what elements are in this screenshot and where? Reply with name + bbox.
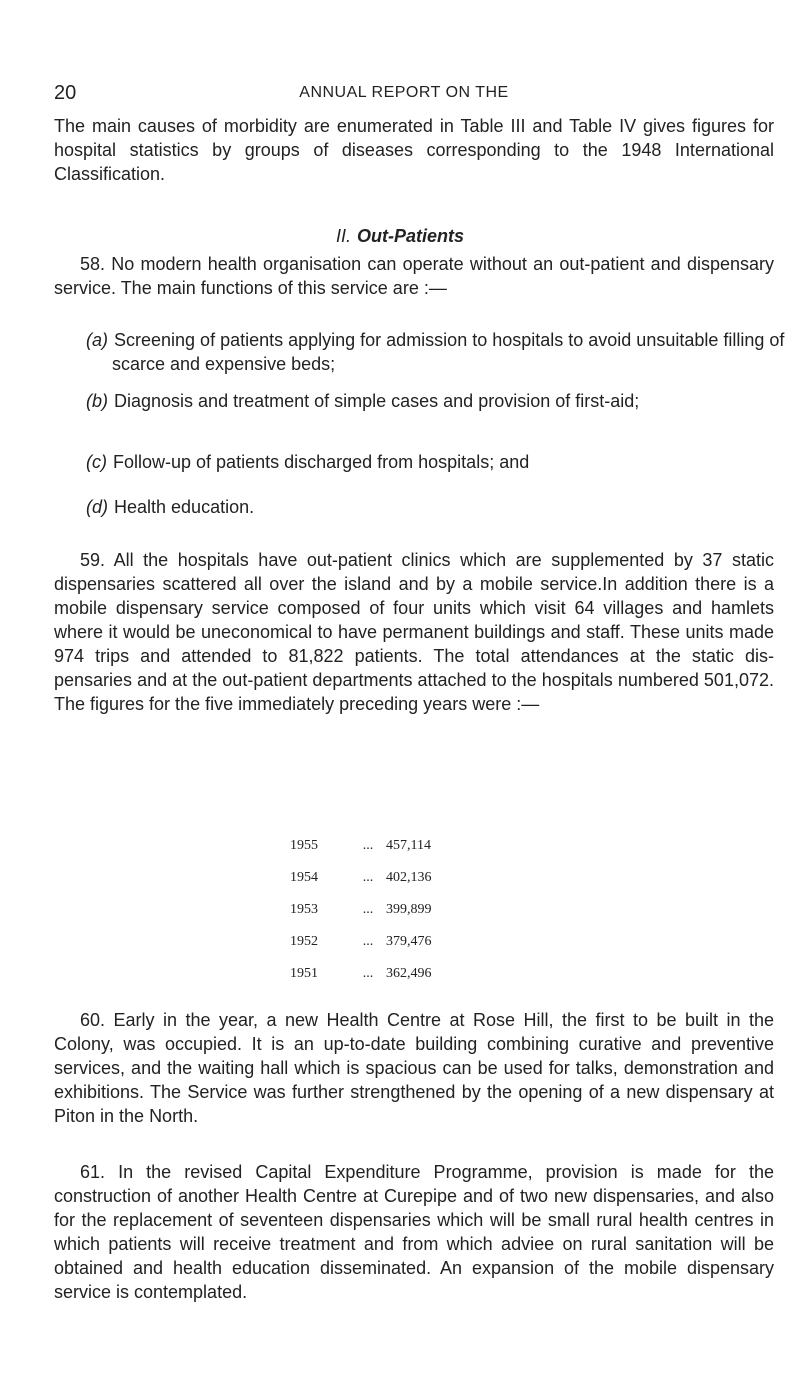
list-item <box>86 495 800 519</box>
list-marker: (a) <box>86 330 108 350</box>
paragraph-58: 58. No modern health organisation can operate without an out-patient and dispensary service. The main functions of this service are :— <box>54 254 774 298</box>
running-head: ANNUAL REPORT ON THE <box>299 84 509 101</box>
paragraph-61: 61. In the revised Capital Expenditure Programme, provision is made for the construction of another Health Centre at Curepipe and of two new dispensaries, and also for the replacement of seventeen dispensaries which will be small rural health centres in which patients will receive treatment and from which adviee on rural sanitation will be obtained and health education disseminated. An expansion of the mobile dispensary service is contemplated. <box>54 1162 774 1302</box>
table-row <box>290 958 530 990</box>
leader-dots: ... <box>362 838 374 853</box>
list-marker: (d) <box>86 497 108 517</box>
leader-dots: ... <box>362 966 374 981</box>
table-row <box>290 894 530 926</box>
year-cell: 1952 <box>290 934 318 949</box>
list-item <box>86 450 800 474</box>
value-cell: 402,136 <box>386 870 432 885</box>
list-item <box>86 328 800 376</box>
year-cell: 1951 <box>290 966 318 981</box>
value-cell: 379,476 <box>386 934 432 949</box>
table-row <box>290 862 530 894</box>
value-cell: 399,899 <box>386 902 432 917</box>
page-number: 20 <box>54 82 77 104</box>
page-header <box>54 82 754 106</box>
paragraph-60: 60. Early in the year, a new Health Centre at Rose Hill, the first to be built in the Colony, was occupied. It is an up-to-date building combining curative and preventive services, and the waiting hall which is spacious can be used for talks, demonstration and exhibitions. The Service was further strengthened by the opening of a new dispensary at Piton in the North. <box>54 1010 774 1126</box>
intro-paragraph: The main causes of morbidity are enumerated in Table III and Table IV gives figures for hospital statistics by groups of diseases corresponding to the 1948 International Classification. <box>54 116 774 184</box>
list-marker: (c) <box>86 452 107 472</box>
year-cell: 1955 <box>290 838 318 853</box>
section-heading <box>0 226 800 247</box>
section-title: Out-Patients <box>357 226 465 246</box>
section-number: II. <box>335 226 351 246</box>
leader-dots: ... <box>362 902 374 917</box>
list-text: Health education. <box>114 497 255 517</box>
attendance-table <box>290 830 530 990</box>
list-text: Diagnosis and treatment of simple cases and provision of first-aid; <box>114 391 640 411</box>
table-row <box>290 926 530 958</box>
table-row <box>290 830 530 862</box>
leader-dots: ... <box>362 934 374 949</box>
paragraph-59: 59. All the hospitals have out-patient clinics which are supplemented by 37 static dispensaries scattered all over the island and by a mobile service.In addition there is a mobile dispensary service composed of four units which visit 64 villages and hamlets where it would be uneconomical to have permanent buildings and staff. These units made 974 trips and attended to 81,822 patients. The total attendances at the static dis- pensaries and at the out-patient departments attached to the hospitals numbered 501,072. The figures for the five immediately preceding years were :— <box>54 550 774 714</box>
leader-dots: ... <box>362 870 374 885</box>
year-cell: 1954 <box>290 870 318 885</box>
list-marker: (b) <box>86 391 108 411</box>
year-cell: 1953 <box>290 902 318 917</box>
list-text: Screening of patients applying for admission to hospitals to avoid unsuitable filling of scarce and expensive beds; <box>112 330 785 374</box>
list-text: Follow-up of patients discharged from hospitals; and <box>113 452 530 472</box>
value-cell: 362,496 <box>386 966 432 981</box>
value-cell: 457,114 <box>386 838 431 853</box>
list-item <box>86 389 800 413</box>
